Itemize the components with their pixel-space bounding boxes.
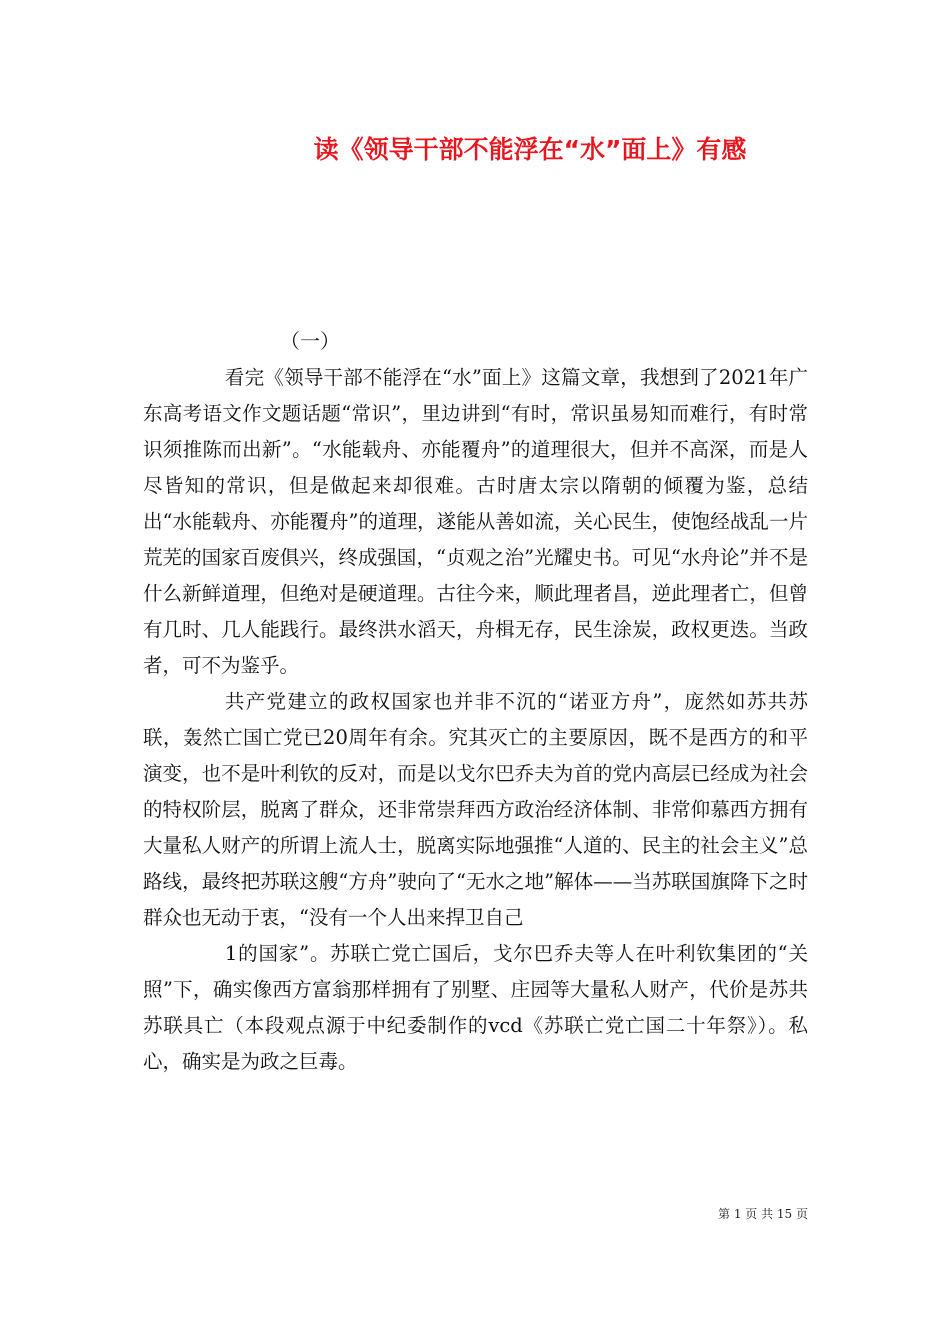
paragraph-2: 共产党建立的政权国家也并非不沉的“诺亚方舟”，庞然如苏共苏联，轰然亡国亡党已20周年有余。究其灭亡的主要原因，既不是西方的和平演变，也不是叶利钦的反对，而是以戈尔巴乔夫为首的党内高层已经成为社会的特权阶层，脱离了群众，还非常崇拜西方政治经济体制、非常仰慕西方拥有大量私人财产的所谓上流人士，脱离实际地强推“人道的、民主的社会主义”总路线，最终把苏联这艘“方舟”驶向了“无水之地”解体——当苏联国旗降下之时群众也无动于衷，“没有一个人出来捍卫自己	[143, 690, 808, 929]
paragraph-1: 看完《领导干部不能浮在“水”面上》这篇文章，我想到了2021年广东高考语文作文题话题“常识”，里边讲到“有时，常识虽易知而难行，有时常识须推陈而出新”。“水能载舟、亦能覆舟”的道理很大，但并不高深，而是人尽皆知的常识，但是做起来却很难。古时唐太宗以隋朝的倾覆为鉴，总结出“水能载舟、亦能覆舟”的道理，遂能从善如流，关心民生，使饱经战乱一片荒芜的国家百废俱兴，终成强国，“贞观之治”光耀史书。可见“水舟论”并不是什么新鲜道理，但绝对是硬道理。古往今来，顺此理者昌，逆此理者亡，但曾有几时、几人能践行。最终洪水滔天，舟楫无存，民生涂炭，政权更迭。当政者，可不为鉴乎。	[143, 366, 808, 677]
document-body	[143, 360, 808, 1080]
section-label: （一）	[280, 329, 340, 353]
document-title: 读《领导干部不能浮在“水”面上》有感	[313, 135, 747, 164]
page-number: 第 1 页 共 15 页	[718, 1207, 808, 1221]
paragraph-3: 1的国家”。苏联亡党亡国后，戈尔巴乔夫等人在叶利钦集团的“关照”下，确实像西方富翁那样拥有了别墅、庄园等大量私人财产，代价是苏共苏联具亡（本段观点源于中纪委制作的vcd《苏联亡党亡国二十年祭》）。私心，确实是为政之巨毒。	[143, 942, 808, 1073]
